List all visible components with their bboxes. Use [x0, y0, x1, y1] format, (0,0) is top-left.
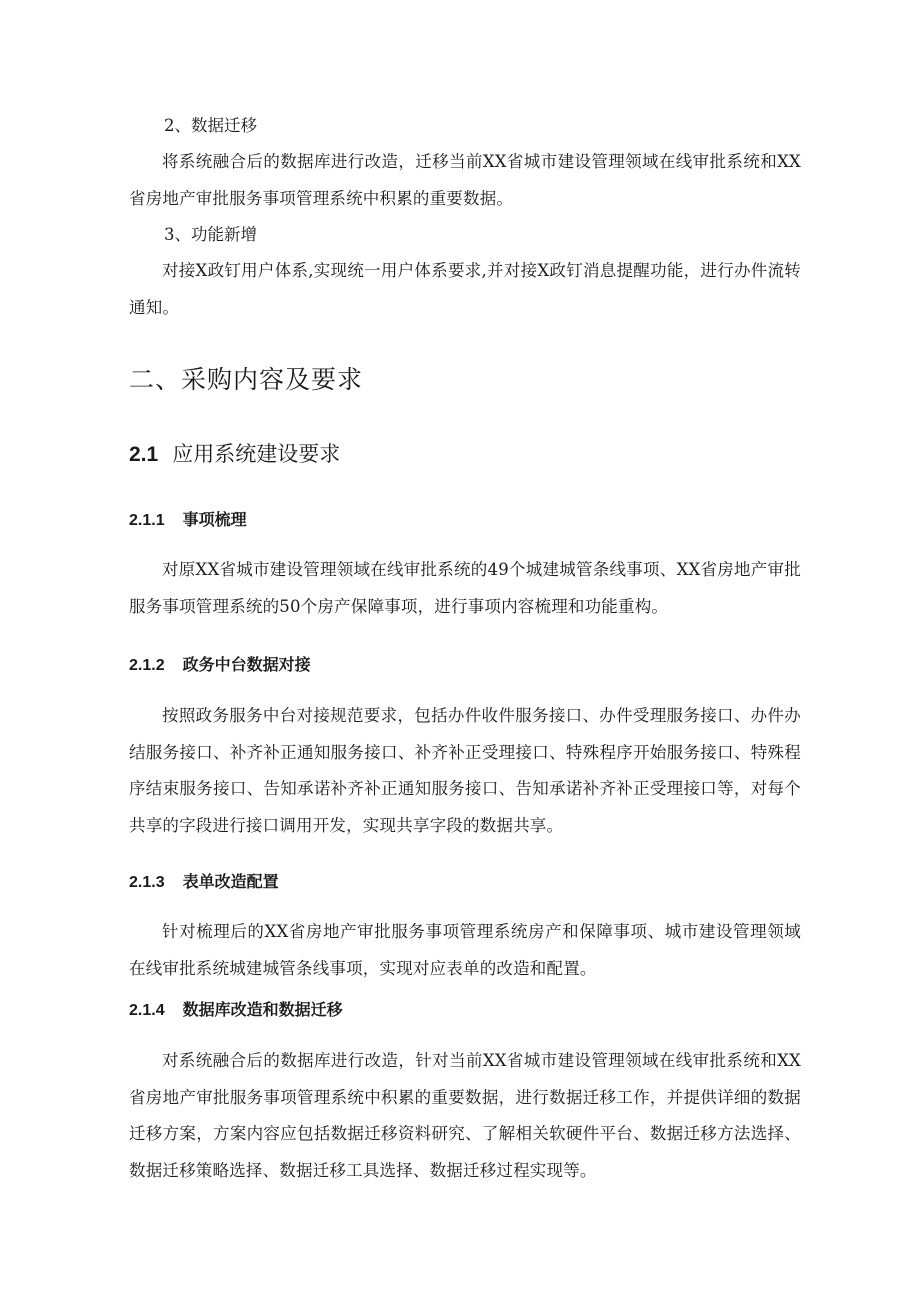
section-2-1-title: 应用系统建设要求: [172, 442, 341, 466]
section-2-1-3-title: 表单改造配置: [182, 872, 279, 891]
chapter-2-heading: 二、采购内容及要求: [129, 365, 364, 394]
section-2-1-1-heading: [129, 509, 247, 532]
item-3-paragraph: [129, 253, 801, 326]
section-2-1-1-text: 对原XX省城市建设管理领域在线审批系统的49个城建城管条线事项、XX省房地产审批服务事项管理系统的50个房产保障事项，进行事项内容梳理和功能重构。: [129, 560, 801, 616]
section-2-1-1-paragraph: [129, 552, 801, 625]
item-3-title: 3、功能新增: [164, 225, 257, 244]
section-2-1-3-paragraph: [129, 914, 801, 987]
section-2-1-1-title: 事项梳理: [182, 510, 247, 529]
section-2-1-2-heading: [129, 654, 311, 677]
section-2-1-3-number: 2.1.3: [129, 874, 165, 891]
item-2-text: 将系统融合后的数据库进行改造，迁移当前XX省城市建设管理领域在线审批系统和XX省房地产审批服务事项管理系统中积累的重要数据。: [129, 152, 801, 208]
section-2-1-4-paragraph: [129, 1043, 801, 1189]
section-2-1-number: 2.1: [129, 443, 159, 466]
section-2-1-2-paragraph: [129, 698, 801, 844]
item-2-title: 2、数据迁移: [164, 116, 257, 135]
section-2-1-4-heading: [129, 999, 343, 1022]
item-2-paragraph: [129, 144, 801, 217]
section-2-1-4-text: 对系统融合后的数据库进行改造，针对当前XX省城市建设管理领域在线审批系统和XX省房地产审批服务事项管理系统中积累的重要数据，进行数据迁移工作，并提供详细的数据迁移方案，方案内容应包括数据迁移资料研究、了解相关软硬件平台、数据迁移方法选择、数据迁移策略选择、数据迁移工具选择、数据迁移过程实现等。: [129, 1051, 801, 1180]
section-2-1-4-title: 数据库改造和数据迁移: [182, 1000, 343, 1019]
section-2-1-4-number: 2.1.4: [129, 1002, 165, 1019]
section-2-1-heading: [129, 440, 340, 469]
section-2-1-2-title: 政务中台数据对接: [182, 655, 311, 674]
item-3-text: 对接X政钉用户体系,实现统一用户体系要求,并对接X政钉消息提醒功能，进行办件流转通知。: [129, 261, 801, 317]
section-2-1-3-heading: [129, 871, 279, 894]
section-2-1-1-number: 2.1.1: [129, 512, 165, 529]
section-2-1-3-text: 针对梳理后的XX省房地产审批服务事项管理系统房产和保障事项、城市建设管理领域在线审批系统城建城管条线事项，实现对应表单的改造和配置。: [129, 922, 801, 978]
section-2-1-2-number: 2.1.2: [129, 657, 165, 674]
section-2-1-2-text: 按照政务服务中台对接规范要求，包括办件收件服务接口、办件受理服务接口、办件办结服务接口、补齐补正通知服务接口、补齐补正受理接口、特殊程序开始服务接口、特殊程序结束服务接口、告知承诺补齐补正通知服务接口、告知承诺补齐补正受理接口等，对每个共享的字段进行接口调用开发，实现共享字段的数据共享。: [129, 706, 801, 835]
